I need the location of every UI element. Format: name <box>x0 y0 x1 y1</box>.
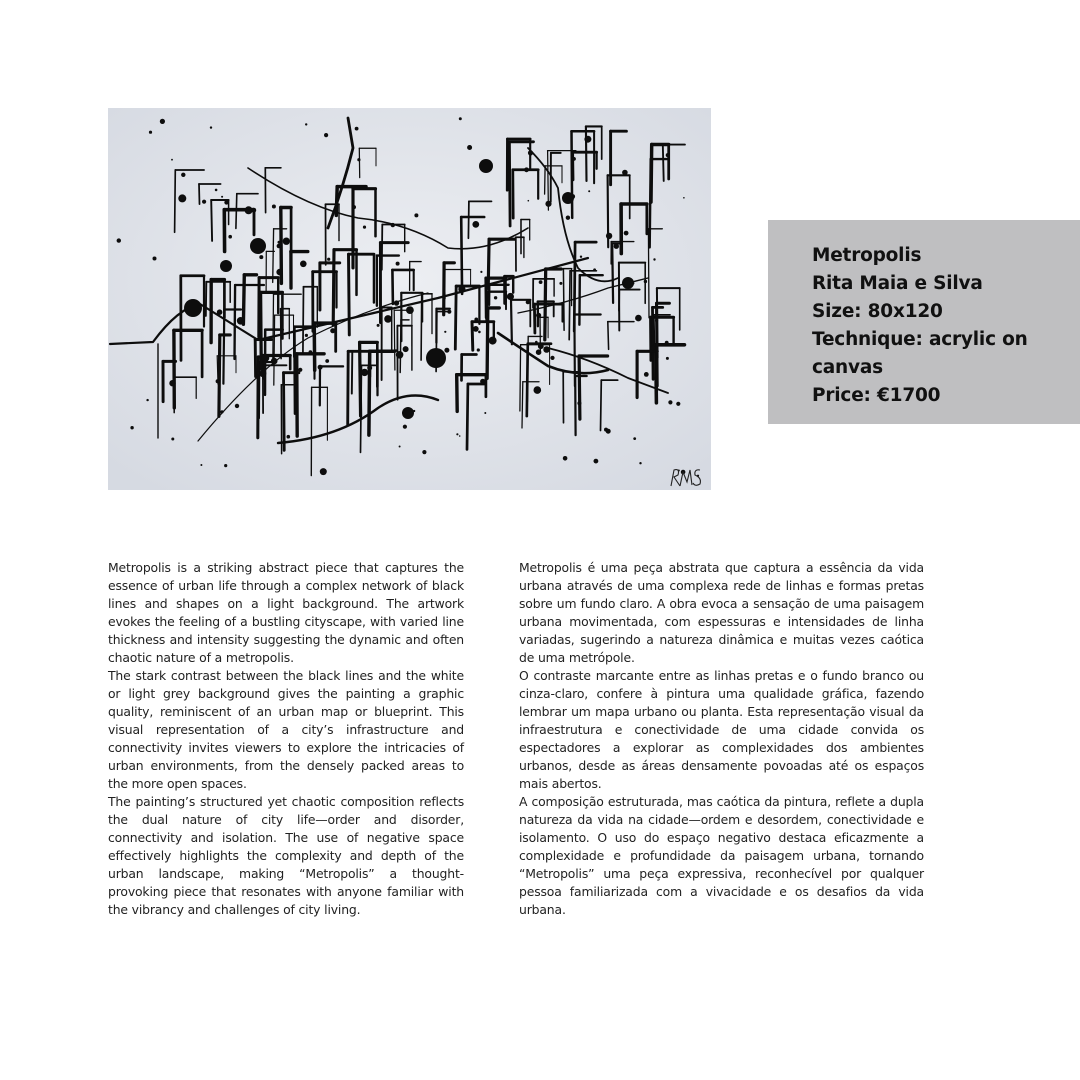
artwork-size: Size: 80x120 <box>812 301 943 322</box>
description-portuguese <box>519 559 924 919</box>
artist-name: Rita Maia e Silva <box>812 273 983 294</box>
description-pt-paragraph: A composição estruturada, mas caótica da pintura, reflete a dupla natureza da vida na cidade—ordem e desordem, conectividade e isolamento. O uso do espaço negativo destaca eficazmente a complexidade e profundidade da paisagem urbana, tornando “Metropolis” uma peça expressiva, reconhecível por qualquer pessoa familiarizada com a vivacidade e os desafios da vida urbana. <box>519 794 924 917</box>
artwork-title: Metropolis <box>812 245 922 266</box>
description-pt-paragraph: Metropolis é uma peça abstrata que captura a essência da vida urbana através de uma complexa rede de linhas e formas pretas sobre um fundo claro. A obra evoca a sensação de uma paisagem urbana movimentada, com espessuras e intensidades de linha variadas, sugerindo a natureza dinâmica e muitas vezes caótica de uma metrópole. <box>519 560 924 665</box>
artwork-image <box>108 108 711 490</box>
description-en-paragraph: Metropolis is a striking abstract piece that captures the essence of urban life through a complex network of black lines and shapes on a light background. The artwork evokes the feeling of a bustling cityscape, with varied line thickness and intensity suggesting the dynamic and often chaotic nature of a metropolis. <box>108 560 464 665</box>
painting-metropolis <box>108 108 711 490</box>
description-en-paragraph: The painting’s structured yet chaotic composition reflects the dual nature of city life—order and disorder, connectivity and isolation. The use of negative space effectively highlights the complexity and depth of the urban landscape, making “Metropolis” a thought-provoking piece that resonates with anyone familiar with the vibrancy and challenges of city living. <box>108 794 464 917</box>
description-english <box>108 559 464 919</box>
artwork-technique-continued: canvas <box>812 357 883 378</box>
description-pt-paragraph: O contraste marcante entre as linhas pretas e o fundo branco ou cinza-claro, confere à pintura uma qualidade gráfica, fazendo lembrar um mapa urbano ou planta. Esta representação visual da infraestrutura e conectividade de uma cidade convida os espectadores a explorar as complexidades dos ambientes urbanos, desde as áreas densamente povoadas até os espaços mais abertos. <box>519 668 924 791</box>
artwork-info-panel <box>768 220 1080 424</box>
artwork-price: Price: €1700 <box>812 385 941 406</box>
description-en-paragraph: The stark contrast between the black lines and the white or light grey background gives the painting a graphic quality, reminiscent of an urban map or blueprint. This visual representation of a city’s infrastructure and connectivity invites viewers to explore the intricacies of urban environments, from the densely packed areas to the more open spaces. <box>108 668 464 791</box>
artwork-technique: Technique: acrylic on <box>812 329 1028 350</box>
